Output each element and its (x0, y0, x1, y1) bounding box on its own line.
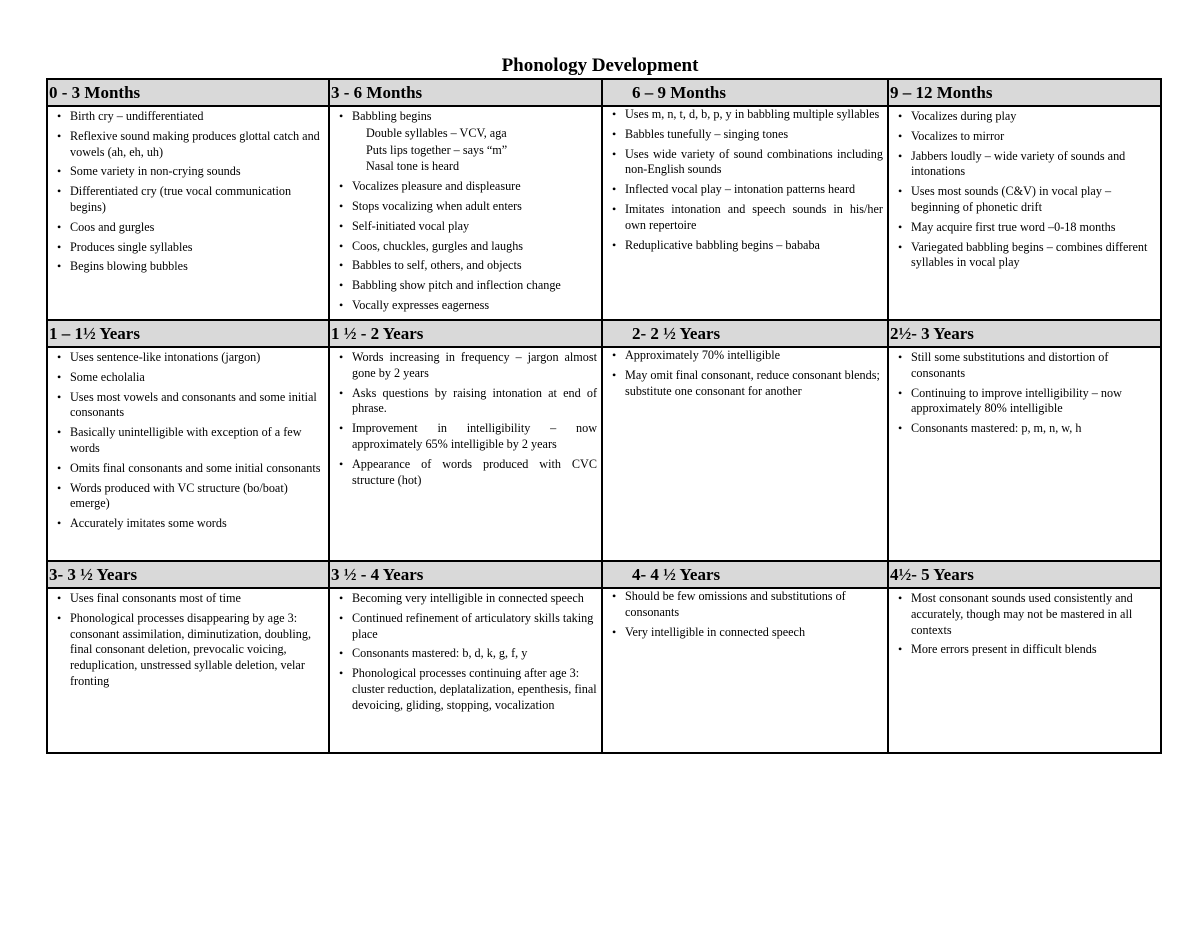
milestone-item: • May omit final consonant, reduce consonant blends; substitute one consonant for another (625, 368, 883, 400)
milestone-cell (47, 106, 329, 320)
milestone-item: • Vocalizes to mirror (911, 129, 1156, 145)
age-header: 2½- 3 Years (888, 320, 1161, 347)
milestone-item: • Begins blowing bubbles (70, 259, 324, 275)
milestone-item: • Jabbers loudly – wide variety of sounds and intonations (911, 149, 1156, 181)
milestone-item: • Uses wide variety of sound combinations including non-English sounds (625, 147, 883, 179)
milestone-cell (47, 347, 329, 561)
milestone-item: • Uses final consonants most of time (70, 591, 324, 607)
milestone-cell (602, 588, 888, 753)
milestone-item: • Continuing to improve intelligibility – now approximately 80% intelligible (911, 386, 1156, 418)
milestone-item: • Asks questions by raising intonation at end of phrase. (352, 386, 597, 418)
page-title: Phonology Development (501, 55, 699, 76)
milestone-item: • Consonants mastered: p, m, n, w, h (911, 421, 1156, 437)
milestone-subitem: Puts lips together – says “m” (366, 142, 508, 157)
milestone-item: • Phonological processes continuing after age 3: cluster reduction, deplatalization, epenthesis, final devoicing, gliding, stopping, vocalization (352, 666, 597, 713)
milestone-item: • Uses most sounds (C&V) in vocal play – beginning of phonetic drift (911, 184, 1156, 216)
milestone-cell (602, 347, 888, 561)
milestone-cell (888, 347, 1161, 561)
milestone-item: • Some echolalia (70, 370, 324, 386)
milestone-cell (47, 588, 329, 753)
milestone-item: • Appearance of words produced with CVC structure (hot) (352, 457, 597, 489)
milestone-cell (888, 588, 1161, 753)
milestone-item: • Inflected vocal play – intonation patterns heard (625, 182, 883, 198)
milestone-item: • Babbling begins (352, 109, 597, 125)
milestone-cell (329, 106, 602, 320)
milestone-item: • Phonological processes disappearing by age 3: consonant assimilation, diminutization, doubling, final consonant deletion, prevocalic voicing, reduplication, unstressed syllable deletion, velar fronting (70, 611, 324, 690)
milestone-item: • Should be few omissions and substitutions of consonants (625, 589, 883, 621)
milestone-item: • Most consonant sounds used consistently and accurately, though may not be mastered in all contexts (911, 591, 1156, 638)
milestone-item: • Becoming very intelligible in connected speech (352, 591, 597, 607)
milestone-item: • Self-initiated vocal play (352, 219, 597, 235)
age-header: 3- 3 ½ Years (47, 561, 329, 588)
milestone-cell (329, 588, 602, 753)
milestone-item: • Babbling show pitch and inflection change (352, 278, 597, 294)
milestone-item: • Words increasing in frequency – jargon almost gone by 2 years (352, 350, 597, 382)
milestone-item: • More errors present in difficult blends (911, 642, 1156, 658)
milestone-item: • Stops vocalizing when adult enters (352, 199, 597, 215)
milestone-item: • Basically unintelligible with exception of a few words (70, 425, 324, 457)
milestone-item: • Produces single syllables (70, 240, 324, 256)
table-row (47, 106, 1161, 320)
milestone-item: • Coos and gurgles (70, 220, 324, 236)
milestone-item: • Some variety in non-crying sounds (70, 164, 324, 180)
milestone-cell (329, 347, 602, 561)
age-header: 2- 2 ½ Years (602, 320, 888, 347)
milestone-cell (602, 106, 888, 320)
age-header: 1 ½ - 2 Years (329, 320, 602, 347)
table-header-row (47, 79, 1161, 106)
milestone-item: • Babbles to self, others, and objects (352, 258, 597, 274)
milestone-item: • Continued refinement of articulatory skills taking place (352, 611, 597, 643)
milestone-item: • Uses sentence-like intonations (jargon) (70, 350, 324, 366)
table-header-row (47, 320, 1161, 347)
age-header: 4½- 5 Years (888, 561, 1161, 588)
age-header: 3 ½ - 4 Years (329, 561, 602, 588)
milestone-item: • Reduplicative babbling begins – bababa (625, 238, 883, 254)
milestone-item: • Coos, chuckles, gurgles and laughs (352, 239, 597, 255)
milestone-item: • May acquire first true word –0-18 months (911, 220, 1156, 236)
milestone-item: • Babbles tunefully – singing tones (625, 127, 883, 143)
milestone-item: • Very intelligible in connected speech (625, 625, 883, 641)
table-row (47, 588, 1161, 753)
milestone-item: • Consonants mastered: b, d, k, g, f, y (352, 646, 597, 662)
milestone-item: • Omits final consonants and some initial consonants (70, 461, 324, 477)
milestone-item: • Vocally expresses eagerness (352, 298, 597, 314)
milestone-item: • Imitates intonation and speech sounds in his/her own repertoire (625, 202, 883, 234)
age-header: 4- 4 ½ Years (602, 561, 888, 588)
milestone-item: • Uses most vowels and consonants and some initial consonants (70, 390, 324, 422)
milestone-item: • Accurately imitates some words (70, 516, 324, 532)
milestone-item: • Uses m, n, t, d, b, p, y in babbling multiple syllables (625, 107, 883, 123)
age-header: 6 – 9 Months (602, 79, 888, 106)
age-header: 0 - 3 Months (47, 79, 329, 106)
milestone-item: • Vocalizes pleasure and displeasure (352, 179, 597, 195)
milestone-item: • Improvement in intelligibility – now approximately 65% intelligible by 2 years (352, 421, 597, 453)
phonology-table (46, 78, 1162, 754)
table-row (47, 347, 1161, 561)
milestone-subitem: Nasal tone is heard (366, 159, 460, 174)
milestone-item: • Words produced with VC structure (bo/boat) emerge) (70, 481, 324, 513)
milestone-item: • Differentiated cry (true vocal communication begins) (70, 184, 324, 216)
milestone-subitem: Double syllables – VCV, aga (366, 125, 507, 140)
milestone-item: • Birth cry – undifferentiated (70, 109, 324, 125)
milestone-item: • Reflexive sound making produces glottal catch and vowels (ah, eh, uh) (70, 129, 324, 161)
milestone-item: • Variegated babbling begins – combines different syllables in vocal play (911, 240, 1156, 272)
milestone-item: • Still some substitutions and distortion of consonants (911, 350, 1156, 382)
age-header: 9 – 12 Months (888, 79, 1161, 106)
milestone-cell (888, 106, 1161, 320)
age-header: 3 - 6 Months (329, 79, 602, 106)
age-header: 1 – 1½ Years (47, 320, 329, 347)
milestone-item: • Vocalizes during play (911, 109, 1156, 125)
milestone-item: • Approximately 70% intelligible (625, 348, 883, 364)
table-header-row (47, 561, 1161, 588)
